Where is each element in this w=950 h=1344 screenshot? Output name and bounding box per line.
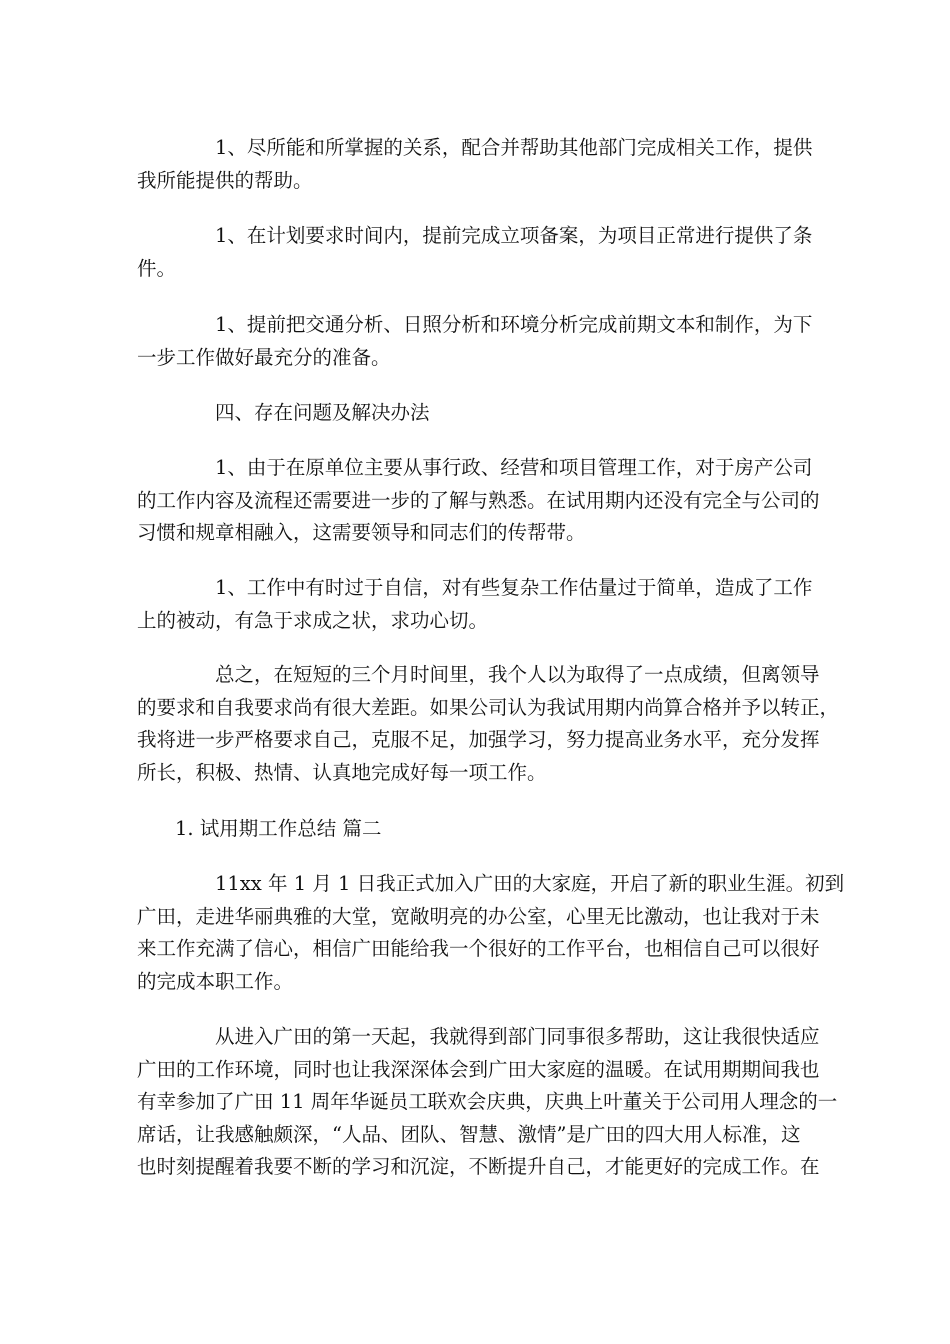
paragraph-line: 的工作内容及流程还需要进一步的了解与熟悉。在试用期内还没有完全与公司的 (137, 488, 820, 512)
paragraph-line: 1、尽所能和所掌握的关系，配合并帮助其他部门完成相关工作，提供 (215, 136, 813, 159)
paragraph-analysis-prep (137, 309, 817, 374)
paragraph-overconfidence (137, 572, 817, 637)
section-heading-text: 四、存在问题及解决办法 (215, 401, 430, 424)
paragraph-first-day (137, 1021, 838, 1184)
paragraph-line: 11xx 年 1 月 1 日我正式加入广田的大家庭，开启了新的职业生涯。初到 (215, 872, 845, 895)
paragraph-line: 有幸参加了广田 11 周年华诞员工联欢会庆典，庆典上叶董关于公司用人理念的一 (137, 1090, 838, 1113)
article-heading-part-two: 1. 试用期工作总结 篇二 (175, 817, 382, 840)
paragraph-line: 一步工作做好最充分的准备。 (137, 345, 391, 369)
paragraph-line: 1、由于在原单位主要从事行政、经营和项目管理工作，对于房产公司 (215, 456, 813, 479)
paragraph-conclusion (137, 659, 840, 789)
paragraph-line: 习惯和规章相融入，这需要领导和同志们的传帮带。 (137, 521, 586, 544)
paragraph-line: 也时刻提醒着我要不断的学习和沉淀，不断提升自己，才能更好的完成工作。在 (137, 1155, 820, 1178)
paragraph-line: 来工作充满了信心，相信广田能给我一个很好的工作平台，也相信自己可以很好 (137, 937, 820, 960)
paragraph-line: 件。 (137, 256, 177, 280)
paragraph-line: 广田的工作环境，同时也让我深深体会到广田大家庭的温暖。在试用期期间我也 (137, 1057, 820, 1081)
paragraph-line: 的完成本职工作。 (137, 969, 294, 993)
paragraph-line: 总之，在短短的三个月时间里，我个人以为取得了一点成绩，但离领导 (215, 663, 820, 686)
paragraph-joining (137, 868, 845, 998)
paragraph-line: 我将进一步严格要求自己，克服不足，加强学习，努力提高业务水平，充分发挥 (137, 728, 820, 751)
paragraph-line: 广田，走进华丽典雅的大堂，宽敞明亮的办公室，心里无比激动，也让我对于未 (137, 904, 820, 928)
paragraph-line: 我所能提供的帮助。 (137, 168, 313, 192)
paragraph-line: 1、在计划要求时间内，提前完成立项备案，为项目正常进行提供了条 (215, 224, 813, 247)
paragraph-line: 席话，让我感触颇深，“人品、团队、智慧、激情”是广田的四大用人标准，这 (137, 1122, 801, 1146)
paragraph-line: 1、提前把交通分析、日照分析和环境分析完成前期文本和制作，为下 (215, 313, 813, 336)
paragraph-line: 的要求和自我要求尚有很大差距。如果公司认为我试用期内尚算合格并予以转正， (137, 695, 840, 719)
section-heading-problems (137, 397, 817, 430)
paragraph-cooperation (137, 132, 817, 197)
paragraph-line: 从进入广田的第一天起，我就得到部门同事很多帮助，这让我很快适应 (215, 1025, 820, 1048)
paragraph-line: 所长，积极、热情、认真地完成好每一项工作。 (137, 760, 547, 784)
paragraph-experience-gap (137, 452, 820, 550)
paragraph-line: 1、工作中有时过于自信，对有些复杂工作估量过于简单，造成了工作 (215, 576, 813, 599)
paragraph-line: 上的被动，有急于求成之状，求功心切。 (137, 608, 489, 632)
paragraph-project-filing (137, 220, 817, 285)
